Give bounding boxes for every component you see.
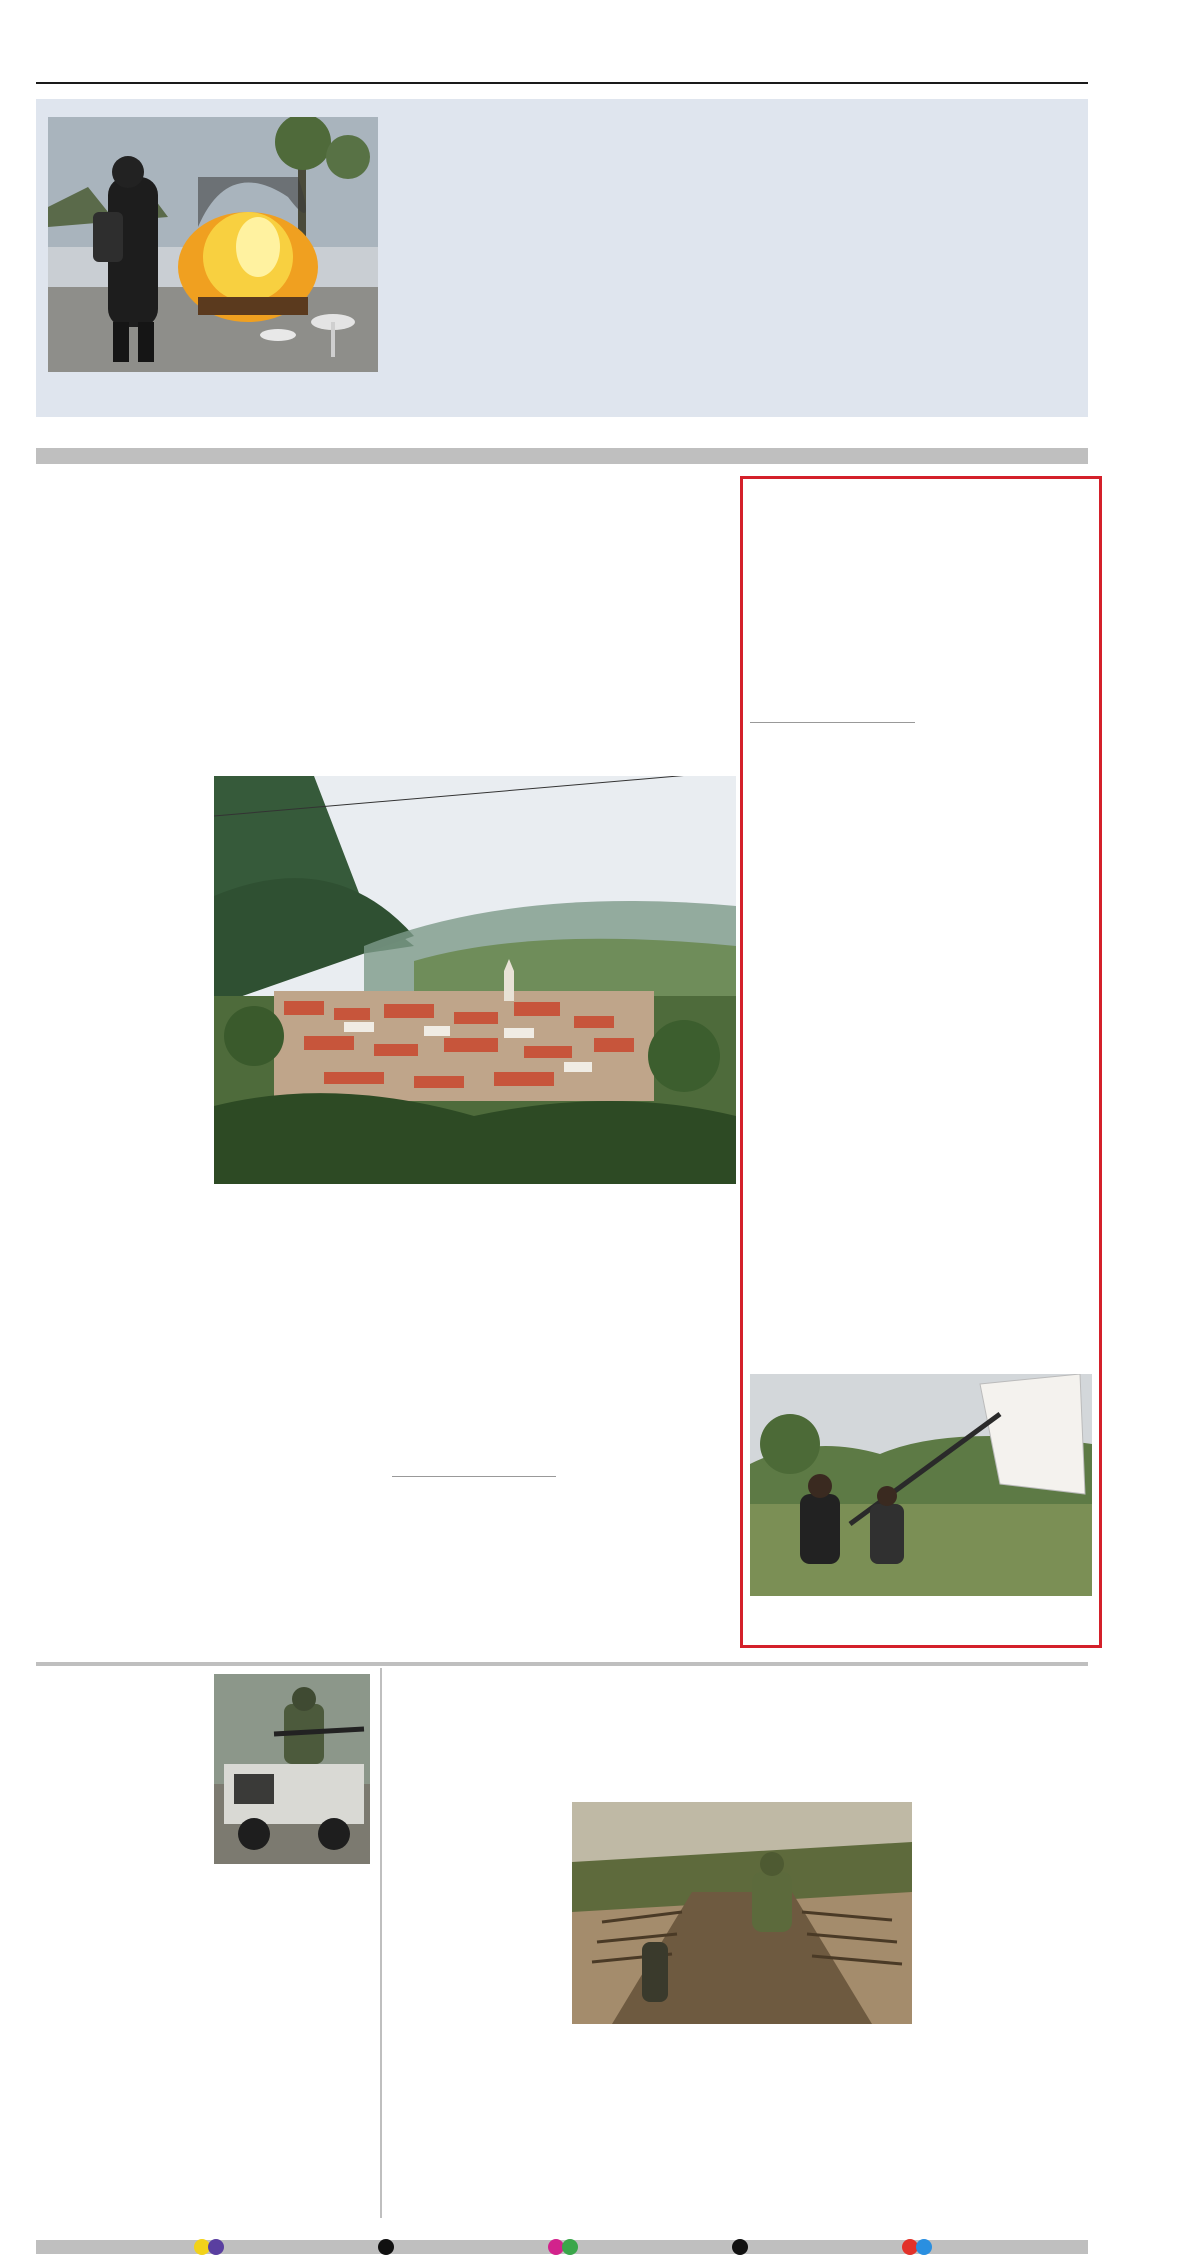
registration-dot-magenta: [208, 2239, 224, 2255]
barricade-fire-image: [48, 117, 378, 372]
bottom-column-divider: [380, 1668, 382, 2218]
registration-color-bar: [36, 2240, 1088, 2254]
cauca-column-1: [36, 780, 204, 1610]
registration-dot-cyan: [916, 2239, 932, 2255]
highlight-rule: [750, 722, 915, 723]
odesa-column-1: [392, 1888, 560, 2222]
crimenes-photo: [214, 1674, 370, 1864]
ukraine-war-image: [214, 1674, 370, 1864]
chile-photo: [48, 117, 378, 372]
odesa-column-3: [746, 2074, 910, 2222]
cauca-photo: [214, 776, 736, 1184]
chile-column-3: [860, 166, 1080, 404]
bojaya-column-1: [750, 814, 915, 1384]
trench-soldiers-image: [572, 1802, 912, 2024]
chile-column-1: [392, 166, 612, 404]
registration-dot-green: [562, 2239, 578, 2255]
odesa-column-2: [572, 2074, 734, 2222]
bottom-top-bar: [36, 1662, 1088, 1666]
vida-flag-image: [750, 1374, 1092, 1596]
bojaya-column-2: [925, 662, 1091, 1382]
page-header: [36, 52, 1088, 86]
crimenes-column-2: [214, 1900, 374, 2222]
odesa-photo: [572, 1802, 912, 2024]
crimenes-column-1: [36, 1900, 204, 2222]
section-divider-bar: [36, 448, 1088, 464]
chile-column-2: [625, 166, 847, 404]
bolivar-panorama-image: [214, 776, 736, 1184]
cauca-column-2: [214, 1238, 380, 1438]
registration-dot-black: [378, 2239, 394, 2255]
odesa-column-4: [926, 1800, 1090, 2222]
registration-dot-black: [732, 2239, 748, 2255]
cauca-column-4: [570, 1238, 734, 1628]
quote-rule: [392, 1476, 556, 1477]
bojaya-photo: [750, 1374, 1092, 1596]
header-rule: [36, 82, 1088, 84]
cauca-column-3: [392, 1238, 556, 1458]
